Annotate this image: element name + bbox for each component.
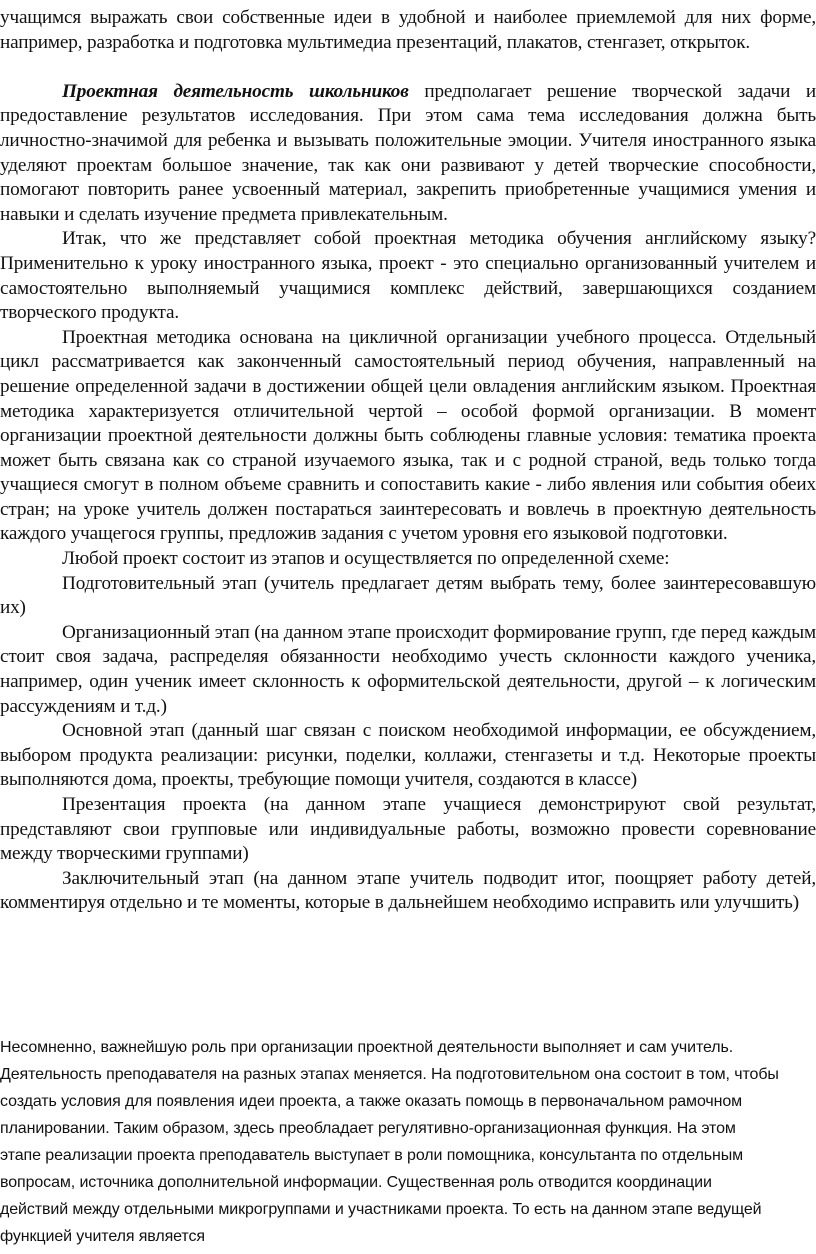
- paragraph-lead-emphasis: Проектная деятельность школьников: [62, 80, 409, 102]
- paragraph-stages-intro: Любой проект состоит из этапов и осуществляется по определенной схеме:: [62, 548, 670, 570]
- paragraph-cyclic-organization: Проектная методика основана на цикличной организации учебного процесса. Отдельный цикл рассматривается как законченный самостоятельный период обучения, направленный на решение определенной задачи в достижении общей цели овладения английским языком. Проектная методика характеризуется отличительной чертой – особой формой организации. В момент организации проектной деятельности должны быть соблюдены главные условия: тематика проекта может быть связана как со страной изучаемого языка, так и с родной страной, ведь только тогда учащиеся смогут в полном объеме сравнить и сопоставить какие - либо явления или события обеих стран; на уроке учитель должен постараться заинтересовать и вовлечь в проектную деятельность каждого учащегося группы, предложив задания с учетом уровня его языковой подготовки.: [0, 326, 816, 545]
- body-text-sans: [0, 1034, 780, 1250]
- paragraph-what-is-method: Итак, что же представляет собой проектная методика обучения английскому языку? Применительно к уроку иностранного языка, проект - это специально организованный учителем и самостоятельно выполняемый учащимися комплекс действий, завершающихся созданием творческого продукта.: [0, 228, 816, 324]
- body-text-serif: [0, 6, 816, 916]
- paragraph-stage-final: Заключительный этап (на данном этапе учитель подводит итог, поощряет работу детей, комментируя отдельно и те моменты, которые в дальнейшем необходимо исправить или улучшить): [0, 867, 816, 914]
- paragraph-stage-main: Основной этап (данный шаг связан с поиском необходимой информации, ее обсуждением, выбором продукта реализации: рисунки, поделки, коллажи, стенгазеты и т.д. Некоторые проекты выполняются дома, проекты, требующие помощи учителя, создаются в классе): [0, 720, 816, 791]
- paragraph-stage-presentation: Презентация проекта (на данном этапе учащиеся демонстрируют свой результат, представляют свои групповые или индивидуальные работы, возможно провести соревнование между творческими группами): [0, 794, 816, 865]
- paragraph-lead-rest: предполагает решение творческой задачи и предоставление результатов исследования. При этом сама тема исследования должна быть личностно-значимой для ребенка и вызывать положительные эмоции. Учителя иностранного языка уделяют проектам большое значение, так как они развивают у детей творческие способности, помогают повторить ранее усвоенный материал, закрепить приобретенные учащимися умения и навыки и сделать изучение предмета привлекательным.: [0, 80, 816, 225]
- paragraph-stage-organizational: Организационный этап (на данном этапе происходит формирование групп, где перед каждым стоит своя задача, распределяя обязанности необходимо учесть склонности каждого ученика, например, один ученик имеет склонность к оформительской деятельности, другой – к логическим рассуждениям и т.д.): [0, 621, 816, 717]
- paragraph-teacher-role: Несомненно, важнейшую роль при организации проектной деятельности выполняет и сам учитель. Деятельность преподавателя на разных этапах меняется. На подготовительном она состоит в том, чтобы создать условия для появления идеи проекта, а также оказать помощь в первоначальном рамочном планировании. Таким образом, здесь преобладает регулятивно-организационная функция. На этом этапе реализации проекта преподаватель выступает в роли помощника, консультанта по отдельным вопросам, источника дополнительной информации. Существенная роль отводится координации действий между отдельными микрогруппами и участниками проекта. То есть на данном этапе ведущей функцией учителя является: [0, 1039, 779, 1245]
- paragraph-intro-continuation: учащимся выражать свои собственные идеи в удобной и наиболее приемлемой для них форме, например, разработка и подготовка мультимедиа презентаций, плакатов, стенгазет, открыток.: [0, 7, 816, 53]
- paragraph-stage-preparatory: Подготовительный этап (учитель предлагает детям выбрать тему, более заинтересовавшую их): [0, 572, 816, 619]
- paragraph-project-activity: [0, 80, 816, 228]
